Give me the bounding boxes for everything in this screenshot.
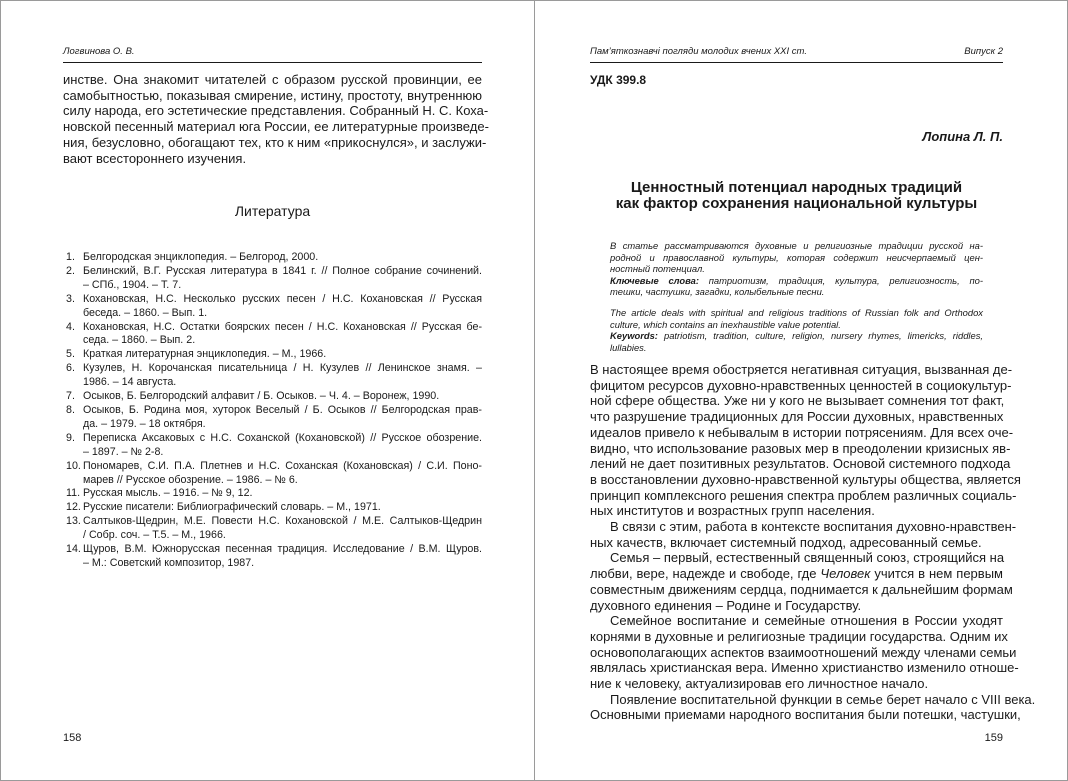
text-line: ностный потенциал.: [610, 263, 705, 274]
text-line: марев // Русское обозрение. – 1986. – № 6.: [83, 473, 298, 486]
page-number: 158: [63, 732, 82, 744]
reference-text: [83, 390, 482, 404]
header-issue: Випуск 2: [964, 46, 1003, 57]
text-line: Кохановская, Н.С. Несколько русских песен / Н.С. Кохановская // Русская: [83, 292, 482, 305]
page-gutter: [534, 0, 535, 781]
reference-number: 14.: [66, 543, 81, 556]
text-line: Кузулев, Н. Корочанская писательница / Н. Кузулев // Ленинское знамя. –: [83, 362, 482, 375]
reference-text: [83, 265, 482, 293]
header-author: Логвинова О. В.: [63, 46, 135, 57]
text-line: Кохановская, Н.С. Остатки боярских песен / Н.С. Кохановская // Русская бе-: [83, 320, 482, 333]
reference-number: 9.: [66, 431, 75, 444]
reference-item: [66, 501, 482, 515]
reference-number: 12.: [66, 501, 81, 514]
text-line: в восстановлении духовно-нравственной культуры общества, является: [590, 471, 1021, 487]
reference-text: [83, 515, 482, 543]
reference-number: 7.: [66, 390, 75, 403]
reference-number: 8.: [66, 403, 75, 416]
emphasis-text: Keywords:: [610, 330, 658, 341]
text-line: седа. – 1860. – Вып. 2.: [83, 334, 196, 347]
text-line: ных институтов и возрастных групп населения.: [590, 503, 875, 519]
text-line: Щуров, В.М. Южнорусская песенная традиция. Исследование / В.М. Щуров.: [83, 543, 482, 556]
article-author: Лопина Л. П.: [922, 129, 1003, 144]
reference-text: [83, 293, 482, 321]
running-header: [63, 46, 482, 57]
emphasis-text: Человек: [820, 566, 871, 582]
reference-text: [83, 460, 482, 488]
text-line: – СПб., 1904. – Т. 7.: [83, 278, 182, 291]
text-line: culture, which contains an inexhaustible value potential.: [610, 318, 841, 330]
header-rule: [63, 62, 482, 63]
text-line: основополагающих аспектов взаимоотношений между членами семьи: [590, 644, 1017, 660]
text-line: что разрушение традиционных для России духовных, нравственных: [590, 409, 1004, 425]
text-line: видно, что использование разовых мер в преодолении кризисных яв-: [590, 440, 1011, 456]
reference-text: [83, 321, 482, 349]
text-line: Основными приемами народного воспитания были потешки, частушки,: [590, 707, 1021, 723]
text-line: В связи с этим, работа в контексте воспитания духовно-нравствен-: [610, 519, 1017, 535]
reference-item: [66, 515, 482, 543]
reference-number: 5.: [66, 348, 75, 361]
udk-code: УДК 399.8: [590, 73, 647, 87]
paragraph: [590, 362, 1021, 519]
reference-item: [66, 321, 482, 349]
text-line: Переписка Аксаковых с Н.С. Соханской (Кохановской) // Русское обозрение.: [83, 431, 482, 444]
article-title: [590, 180, 1003, 212]
reference-item: [66, 460, 482, 488]
text-line: Русская мысль. – 1916. – № 9, 12.: [83, 487, 253, 500]
text-line: [590, 566, 1003, 582]
paragraph: [590, 691, 1036, 723]
text-line: самобытностью, показывая смирение, истину, простоту, внутреннюю: [63, 87, 482, 103]
text-line: lullabies.: [610, 341, 647, 353]
header-rule: [590, 62, 1003, 63]
reference-number: 13.: [66, 515, 81, 528]
text-line: инстве. Она знакомит читателей с образом русской провинции, ее: [63, 72, 482, 87]
header-journal: Пам’яткознавчі погляди молодих вчених XXI ст.: [590, 46, 807, 57]
reference-item: [66, 362, 482, 390]
reference-item: [66, 348, 482, 362]
text-line: принцип комплексного решения спектра проблем различных социаль-: [590, 487, 1017, 503]
text-line: силу народа, его эстетические представления. Собранный Н. С. Коха-: [63, 103, 489, 119]
text-line: 1986. – 14 августа.: [83, 376, 177, 389]
reference-text: [83, 432, 482, 460]
text-line: фицитом ресурсов духовно-нравственных ценностей в социокультур-: [590, 377, 1012, 393]
reference-number: 10.: [66, 459, 81, 472]
text-line: беседа. – 1860. – Вып. 1.: [83, 306, 208, 319]
article-body: [590, 362, 1036, 723]
text-line: тешки, частушки, загадки, колыбельные песни.: [610, 286, 825, 297]
text-line: Осыков, Б. Родина моя, хуторок Веселый / Б. Осыков // Белгородская прав-: [83, 403, 482, 416]
reference-number: 2.: [66, 264, 75, 277]
reference-text: [83, 362, 482, 390]
reference-item: [66, 543, 482, 571]
text-segment: patriotism, tradition, culture, religion, nursery rhymes, limericks, riddles,: [657, 330, 983, 341]
text-line: The article deals with spiritual and religious traditions of Russian folk and Orthodox: [610, 307, 983, 318]
reference-item: [66, 265, 482, 293]
reference-text: [83, 404, 482, 432]
paragraph: [590, 519, 1017, 550]
text-line: Русские писатели: Библиографический словарь. – М., 1971.: [83, 501, 381, 514]
reference-item: [66, 404, 482, 432]
literature-heading: Литература: [234, 203, 311, 219]
text-line: ния, безусловно, обогащают тех, кто к ним «прикоснулся», и заслужи-: [63, 134, 487, 150]
text-line: / Собр. соч. – Т.5. – М., 1966.: [83, 529, 226, 542]
reference-number: 6.: [66, 362, 75, 375]
reference-text: [83, 348, 482, 362]
reference-item: [66, 293, 482, 321]
text-line: вают всестороннего изучения.: [63, 150, 247, 166]
text-line: Салтыков-Щедрин, М.Е. Повести Н.С. Кохановской / М.Е. Салтыков-Щедрин: [83, 515, 482, 528]
text-line: – М.: Советский композитор, 1987.: [83, 556, 255, 569]
text-segment: любви, вере, надежде и свободе, где: [590, 566, 821, 582]
running-header: [590, 46, 1003, 57]
text-line: Семья – первый, естественный священный союз, строящийся на: [610, 550, 1005, 566]
reference-text: [83, 487, 482, 501]
text-line: [610, 330, 983, 342]
text-line: В настоящее время обостряется негативная ситуация, вызванная де-: [590, 362, 1013, 377]
text-line: родной и православной культуры, которая содержит неисчерпаемый цен-: [610, 251, 983, 263]
text-line: лений не дает позитивных результатов. Основой системного подхода: [590, 456, 1011, 472]
text-line: Белгородская энциклопедия. – Белгород, 2000.: [83, 251, 319, 263]
body-text: [63, 72, 489, 166]
text-line: Белинский, В.Г. Русская литература в 1841 г. // Полное собрание сочинений.: [83, 264, 482, 277]
paragraph: [590, 550, 1013, 613]
reference-list: [66, 251, 482, 571]
reference-item: [66, 487, 482, 501]
paragraph: [590, 613, 1019, 692]
right-page: [590, 0, 1036, 781]
text-line: совместным движениям сердца, поднимается к дальнейшим формам: [590, 581, 1013, 597]
text-segment: учится в нем первым: [870, 566, 1003, 582]
text-line: Осыков, Б. Белгородский алфавит / Б. Осыков. – Ч. 4. – Воронеж, 1990.: [83, 390, 440, 403]
text-line: ние к человеку, актуализировав его личностное начало.: [590, 676, 929, 692]
page-number: 159: [984, 732, 1003, 744]
reference-text: [83, 251, 482, 265]
text-segment: патриотизм, традиция, культура, религиозность, по-: [698, 274, 983, 286]
text-line: являлась христианская вера. Именно христианство изменило отноше-: [590, 660, 1019, 676]
text-line: да. – 1979. – 18 октября.: [83, 417, 206, 430]
reference-item: [66, 390, 482, 404]
reference-text: [83, 501, 482, 515]
keywords-en: [610, 330, 983, 353]
reference-item: [66, 251, 482, 265]
abstract-en: [610, 307, 983, 330]
text-line: ной сфере общества. Уже ни у кого не вызывает сомнения тот факт,: [590, 393, 1005, 409]
text-line: Семейное воспитание и семейные отношения в России уходят: [610, 613, 1003, 629]
reference-number: 3.: [66, 292, 75, 305]
keywords-ru: [610, 275, 983, 298]
text-line: идеалов привело к небывалым в истории потрясениям. Для всех оче-: [590, 424, 1014, 440]
text-line: корнями в духовные и религиозные традиции государства. Одним их: [590, 628, 1008, 644]
text-line: духовного единения – Родине и Государству.: [590, 597, 862, 613]
text-line: Пономарев, С.И. П.А. Плетнев и Н.С. Соханская (Кохановская) / С.И. Поно-: [83, 459, 482, 472]
title-line: как фактор сохранения национальной культуры: [615, 195, 978, 212]
text-line: Краткая литературная энциклопедия. – М., 1966.: [83, 348, 327, 361]
reference-number: 11.: [66, 487, 81, 500]
title-line: Ценностный потенциал народных традиций: [630, 179, 963, 196]
text-line: [610, 275, 983, 287]
reference-item: [66, 432, 482, 460]
reference-text: [83, 543, 482, 571]
text-line: ных качеств, включает системный подход, адресованный семье.: [590, 534, 982, 550]
text-line: – 1897. – № 2-8.: [83, 445, 164, 458]
abstract-ru: [610, 240, 983, 275]
text-line: новской песенный материал юга России, ее литературные произведе-: [63, 119, 489, 135]
reference-number: 4.: [66, 320, 75, 333]
text-line: В статье рассматриваются духовные и религиозные традиции русской на-: [610, 240, 983, 251]
reference-number: 1.: [66, 251, 75, 263]
emphasis-text: Ключевые слова:: [610, 274, 699, 286]
left-page: [63, 0, 489, 781]
text-line: Появление воспитательной функции в семье берет начало с VIII века.: [610, 691, 1036, 707]
